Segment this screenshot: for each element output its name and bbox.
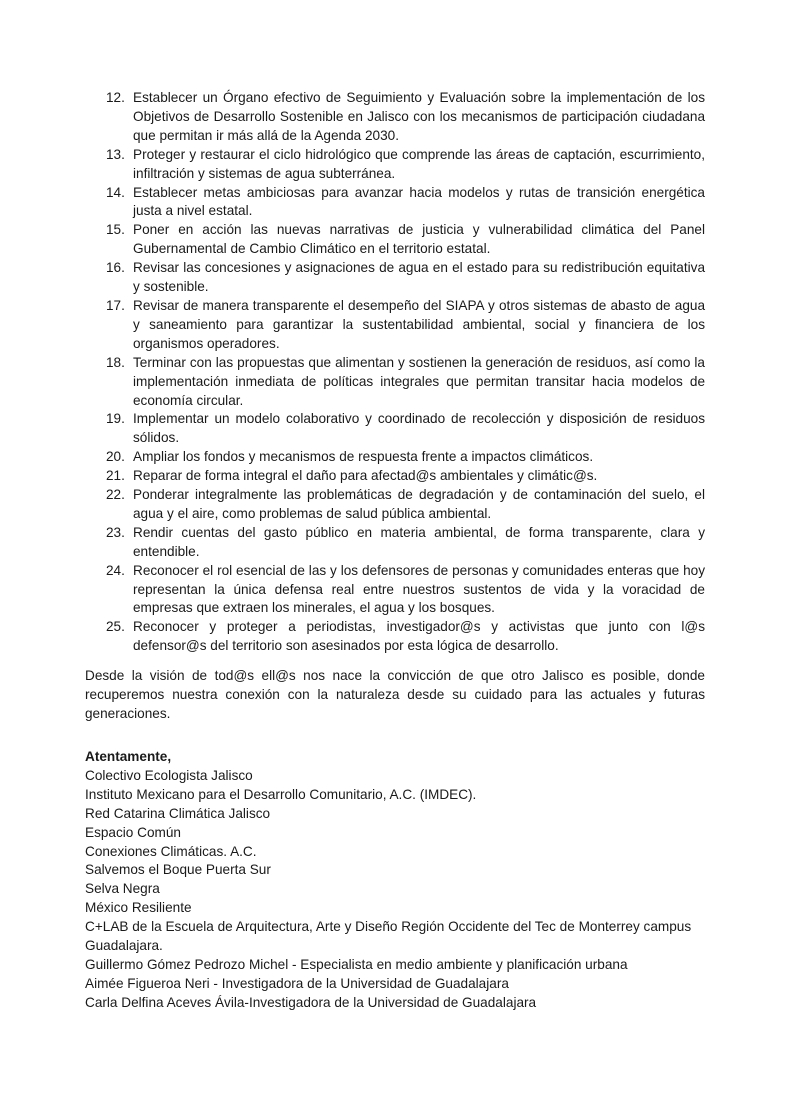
demand-number: 12. xyxy=(106,90,125,105)
demand-text: Terminar con las propuestas que alimentan y sostienen la generación de residuos, así como la implementación inmediata de políticas integrales que permitan transitar hacia modelos de economía circular. xyxy=(133,354,705,408)
demand-item xyxy=(85,89,705,146)
demand-text: Establecer un Órgano efectivo de Seguimiento y Evaluación sobre la implementación de los Objetivos de Desarrollo Sostenible en Jalisco con los mecanismos de participación ciudadana que permitan ir más allá de la Agenda 2030. xyxy=(133,90,705,143)
demand-item xyxy=(85,221,705,259)
demand-text: Implementar un modelo colaborativo y coordinado de recolección y disposición de residuos sólidos. xyxy=(133,411,705,446)
demand-item xyxy=(85,184,705,222)
demands-list xyxy=(85,89,705,656)
demand-item xyxy=(85,259,705,297)
demand-text: Poner en acción las nuevas narrativas de justicia y vulnerabilidad climática del Panel Gubernamental de Cambio Climático en el territorio estatal. xyxy=(133,222,705,257)
demand-text: Establecer metas ambiciosas para avanzar hacia modelos y rutas de transición energética justa a nivel estatal. xyxy=(133,184,705,219)
demand-number: 13. xyxy=(106,146,125,162)
signatory: Aimée Figueroa Neri - Investigadora de la Universidad de Guadalajara xyxy=(85,975,509,991)
demand-number: 16. xyxy=(106,260,125,276)
demand-text: Reconocer el rol esencial de las y los defensores de personas y comunidades enteras que hoy representan la única defensa real entre nuestros sustentos de vida y la voracidad de empresas que extraen los minerales, el agua y los bosques. xyxy=(133,562,705,616)
demand-number: 19. xyxy=(106,411,125,427)
demand-number: 21. xyxy=(106,468,125,484)
demand-text: Reparar de forma integral el daño para afectad@s ambientales y climátic@s. xyxy=(133,468,598,484)
signatory: Colectivo Ecologista Jalisco xyxy=(85,767,253,783)
signoff-block xyxy=(85,748,725,1013)
demand-number: 20. xyxy=(106,449,125,465)
demand-text: Reconocer y proteger a periodistas, investigador@s y activistas que junto con l@s defensor@s del territorio son asesinados por esta lógica de desarrollo. xyxy=(133,619,705,654)
demand-text: Revisar las concesiones y asignaciones de agua en el estado para su redistribución equitativa y sostenible. xyxy=(133,260,705,295)
signatory: Conexiones Climáticas. A.C. xyxy=(85,843,257,859)
signatory: Carla Delfina Aceves Ávila-Investigadora de la Universidad de Guadalajara xyxy=(85,994,537,1010)
demand-number: 24. xyxy=(106,562,125,578)
demand-number: 17. xyxy=(106,297,125,313)
signatory: Guillermo Gómez Pedrozo Michel - Especialista en medio ambiente y planificación urbana xyxy=(85,956,628,972)
demand-text: Ponderar integralmente las problemáticas de degradación y de contaminación del suelo, el agua y el aire, como problemas de salud pública ambiental. xyxy=(133,487,705,521)
signatory: Selva Negra xyxy=(85,881,160,897)
closing-paragraph: Desde la visión de tod@s ell@s nos nace la convicción de que otro Jalisco es posible, donde recuperemos nuestra conexión con la naturaleza desde su cuidado para las actuales y futuras generaciones. xyxy=(85,668,705,721)
demand-item xyxy=(85,486,705,524)
signatory: Salvemos el Boque Puerta Sur xyxy=(85,862,271,878)
demand-number: 22. xyxy=(106,487,125,503)
demand-item xyxy=(85,410,705,448)
demand-text: Rendir cuentas del gasto público en materia ambiental, de forma transparente, clara y entendible. xyxy=(133,524,705,559)
demand-item xyxy=(85,467,705,486)
signatory: C+LAB de la Escuela de Arquitectura, Arte y Diseño Región Occidente del Tec de Monterrey campus Guadalajara. xyxy=(85,919,692,954)
signatory: México Resiliente xyxy=(85,900,192,916)
demand-text: Ampliar los fondos y mecanismos de respuesta frente a impactos climáticos. xyxy=(133,449,594,465)
demand-item xyxy=(85,524,705,562)
demand-number: 25. xyxy=(106,619,125,635)
signatory: Instituto Mexicano para el Desarrollo Comunitario, A.C. (IMDEC). xyxy=(85,786,477,802)
demand-item xyxy=(85,618,705,656)
demand-item xyxy=(85,448,705,467)
demand-number: 23. xyxy=(106,524,125,540)
demand-text: Revisar de manera transparente el desempeño del SIAPA y otros sistemas de abasto de agua y saneamiento para garantizar la sustentabilidad ambiental, social y financiera de los organismos operadores. xyxy=(133,297,705,351)
demand-item xyxy=(85,146,705,184)
demand-text: Proteger y restaurar el ciclo hidrológico que comprende las áreas de captación, escurrimiento, infiltración y sistemas de agua subterránea. xyxy=(133,146,705,181)
demand-number: 18. xyxy=(106,354,125,370)
demand-number: 15. xyxy=(106,222,125,238)
signoff-heading: Atentamente, xyxy=(85,749,172,764)
demand-number: 14. xyxy=(106,184,125,200)
signatory: Espacio Común xyxy=(85,824,181,840)
demand-item xyxy=(85,562,705,619)
signatory: Red Catarina Climática Jalisco xyxy=(85,805,271,821)
demand-item xyxy=(85,297,705,354)
demand-item xyxy=(85,354,705,411)
